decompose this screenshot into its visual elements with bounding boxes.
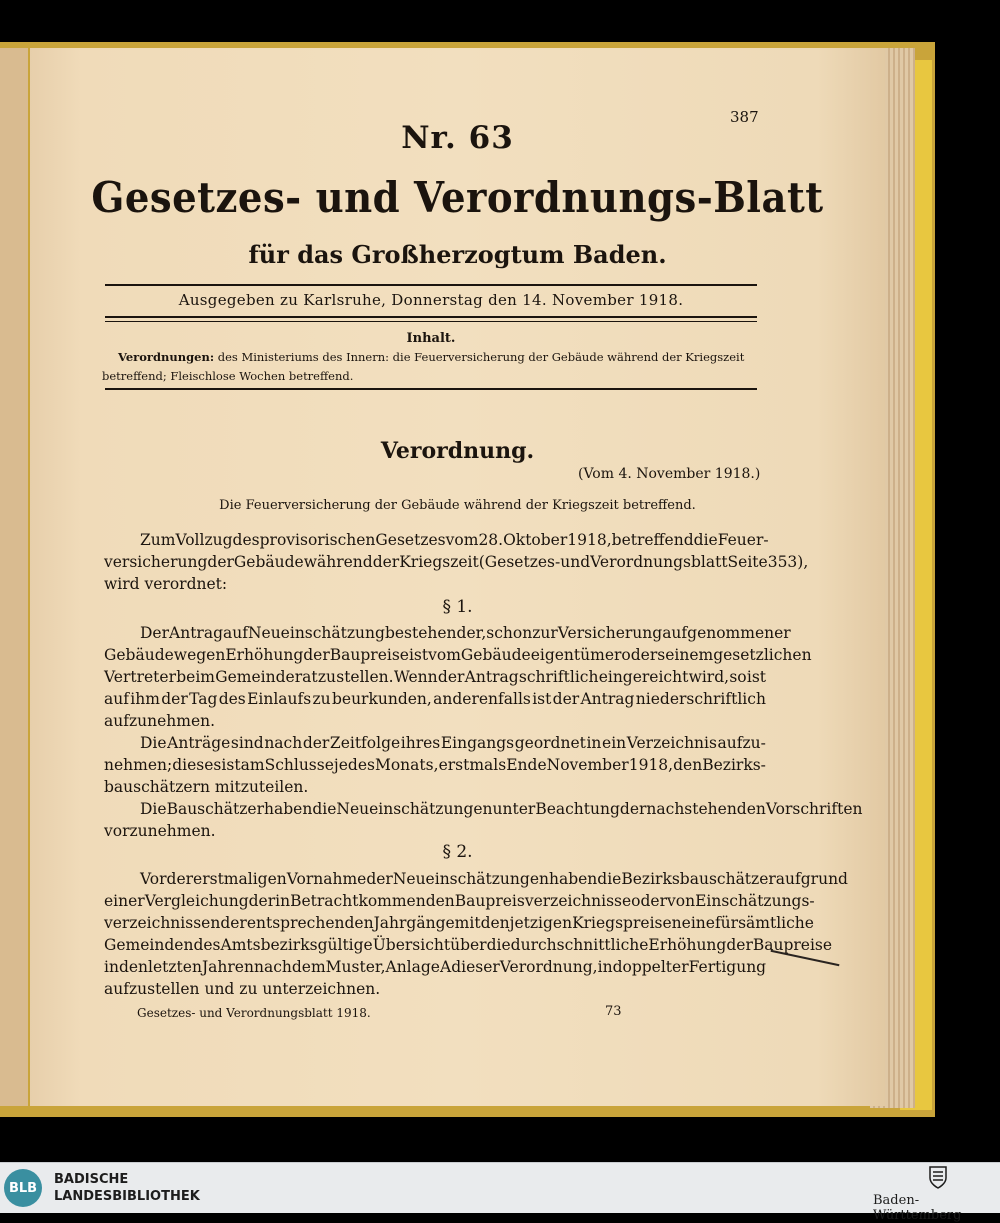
text-line: [104, 575, 766, 593]
word: der: [248, 892, 276, 910]
publication-subtitle: für das Großherzogtum Baden.: [248, 240, 667, 269]
section-heading: § 2.: [442, 842, 473, 862]
word: bestehender,: [384, 624, 487, 642]
word: Gesetzes: [375, 531, 446, 549]
line-text: aufzustellen und zu unterzeichnen.: [104, 980, 381, 998]
word: Neueinschätzungen: [336, 800, 493, 818]
word: aufgenommener: [662, 624, 791, 642]
text-line: [104, 958, 766, 976]
text-line: [104, 646, 812, 664]
word: A: [439, 958, 452, 976]
word: beurkunden,: [331, 690, 432, 708]
word: nach: [253, 958, 292, 976]
word: über: [450, 936, 487, 954]
word: mit: [454, 914, 481, 932]
word: wegen: [173, 646, 226, 664]
word: die: [486, 936, 511, 954]
word: Seite: [727, 553, 768, 571]
word: Antrag: [580, 690, 635, 708]
word: Verordnung,: [499, 958, 598, 976]
word: Gebäude: [104, 646, 174, 664]
word: Vorschriften: [765, 800, 863, 818]
word: eine: [681, 914, 715, 932]
word: Die: [140, 734, 167, 752]
word: Gebäudeeigentümer: [460, 646, 622, 664]
word: Der: [140, 624, 170, 642]
text-line: [104, 690, 766, 708]
word: ihres: [400, 734, 441, 752]
word: 28.: [478, 531, 504, 549]
word: Amtsbezirks: [220, 936, 318, 954]
word: nehmen;: [104, 756, 173, 774]
word: Neueinschätzung: [247, 624, 385, 642]
word: oder: [631, 892, 667, 910]
word: Vornahme: [286, 870, 367, 888]
word: ihm: [130, 690, 160, 708]
word: und: [560, 553, 591, 571]
word: erstmals: [438, 756, 507, 774]
word: Baupreise: [329, 646, 409, 664]
word: niederschriftlich: [635, 690, 766, 708]
text-line: [104, 822, 766, 840]
word: 1918,: [567, 531, 612, 549]
word: Gemeinderat: [215, 668, 318, 686]
word: Muster,: [325, 958, 386, 976]
word: 1918,: [628, 756, 674, 774]
text-line: [104, 712, 766, 730]
word: Neueinschätzungen: [392, 870, 549, 888]
text-line: [140, 870, 848, 888]
text-line: [140, 531, 769, 549]
word: den: [673, 756, 703, 774]
text-line: [104, 668, 766, 686]
line-text: wird verordnet:: [104, 575, 228, 593]
issue-number: Nr. 63: [401, 120, 514, 156]
word: anderenfalls: [433, 690, 531, 708]
divider: [105, 321, 757, 322]
word: Antrag: [169, 624, 223, 642]
divider: [105, 388, 757, 390]
document-page: [30, 48, 885, 1106]
word: vom: [428, 646, 461, 664]
word: haben: [264, 800, 313, 818]
contents-line-2: betreffend; Fleischlose Wochen betreffend.: [102, 369, 354, 383]
text-line: [104, 756, 766, 774]
blb-logo[interactable]: BLB: [4, 1169, 42, 1207]
word: zur: [532, 624, 558, 642]
word: sämtliche: [738, 914, 814, 932]
divider: [105, 284, 757, 286]
word: der: [372, 553, 400, 571]
word: Bezirksbauschätzer: [621, 870, 776, 888]
word: des: [218, 690, 246, 708]
word: dieses: [172, 756, 222, 774]
word: durchschnittliche: [510, 936, 649, 954]
word: ein: [602, 734, 627, 752]
contents-line-1: [118, 350, 744, 364]
word: der: [366, 870, 393, 888]
word: Bezirks-: [702, 756, 766, 774]
line-text: aufzunehmen.: [104, 712, 216, 730]
coat-of-arms-icon: [928, 1165, 948, 1189]
word: die: [312, 800, 337, 818]
word: die: [693, 531, 718, 549]
line-text: bauschätzern mitzuteilen.: [104, 778, 309, 796]
word: Verzeichnis: [626, 734, 717, 752]
word: November: [546, 756, 629, 774]
word: Baupreise: [752, 936, 833, 954]
text-line: [140, 800, 863, 818]
word: in: [597, 958, 613, 976]
word: der: [552, 690, 580, 708]
word: Einschätzungs-: [695, 892, 815, 910]
word: geordnet: [514, 734, 586, 752]
word: am: [240, 756, 265, 774]
word: auf: [104, 690, 129, 708]
word: des: [193, 936, 221, 954]
library-name[interactable]: [54, 1171, 200, 1205]
word: der: [207, 553, 234, 571]
word: doppelter: [612, 958, 689, 976]
page-footer-number: 73: [605, 1004, 622, 1019]
text-line: [104, 778, 766, 796]
word: Kriegspreisen: [572, 914, 682, 932]
contents-label: Verordnungen:: [118, 350, 215, 364]
text-line: [104, 892, 815, 910]
text-line: [140, 624, 791, 642]
word: betreffend: [611, 531, 694, 549]
word: versicherung: [104, 553, 208, 571]
word: ist: [408, 646, 429, 664]
word: entsprechenden: [246, 914, 374, 932]
state-name[interactable]: Baden-Württemberg: [873, 1193, 962, 1223]
word: 353),: [767, 553, 809, 571]
word: so: [729, 668, 747, 686]
word: zu: [317, 668, 336, 686]
word: in: [275, 892, 291, 910]
word: verzeichnissen: [104, 914, 221, 932]
word: der: [726, 936, 753, 954]
word: der: [302, 734, 330, 752]
word: einer: [104, 892, 145, 910]
word: gesetzlichen: [713, 646, 812, 664]
left-page-edge: [0, 48, 28, 1106]
word: der: [220, 914, 247, 932]
word: Bauschätzer: [166, 800, 265, 818]
word: der: [619, 800, 647, 818]
word: ist: [532, 690, 552, 708]
text-line: [104, 914, 814, 932]
word: Verordnungsblatt: [590, 553, 728, 571]
word: jedes: [333, 756, 375, 774]
word: unter: [492, 800, 536, 818]
word: Beachtung: [535, 800, 620, 818]
word: schon: [486, 624, 533, 642]
text-line: [104, 936, 833, 954]
word: der: [303, 646, 330, 664]
text-line: [104, 980, 766, 998]
word: (Gesetzes-: [478, 553, 561, 571]
word: Wenn: [393, 668, 438, 686]
word: Baupreisverzeichnisse: [454, 892, 632, 910]
word: Oktober: [503, 531, 568, 549]
word: Die: [140, 800, 167, 818]
word: Vollzug: [175, 531, 233, 549]
word: dieser: [451, 958, 500, 976]
issue-date-line: Ausgegeben zu Karlsruhe, Donnerstag den 14. November 1918.: [178, 291, 684, 309]
word: Jahrgänge: [373, 914, 455, 932]
word: haben: [548, 870, 598, 888]
word: aufzu-: [717, 734, 766, 752]
page-number: 387: [730, 108, 759, 126]
word: für: [714, 914, 739, 932]
page-footer-title: Gesetzes- und Verordnungsblatt 1918.: [137, 1006, 371, 1020]
word: Gebäude: [233, 553, 304, 571]
word: Kriegszeit: [399, 553, 479, 571]
word: während: [303, 553, 373, 571]
word: Erhöhung: [648, 936, 727, 954]
word: Erhöhung: [225, 646, 304, 664]
word: Vergleichung: [144, 892, 249, 910]
word: Eingangs: [440, 734, 515, 752]
word: in: [104, 958, 119, 976]
word: nach: [264, 734, 303, 752]
word: aufgrund: [775, 870, 848, 888]
word: jetzigen: [509, 914, 573, 932]
word: Ende: [506, 756, 547, 774]
word: ist: [746, 668, 766, 686]
word: schriftlich: [518, 668, 599, 686]
line-text: vorzunehmen.: [104, 822, 216, 840]
word: seinem: [657, 646, 714, 664]
word: Anlage: [385, 958, 440, 976]
word: Jahren: [201, 958, 254, 976]
publication-title: Gesetzes- und Verordnungs-Blatt: [91, 173, 824, 222]
viewer-footer-bar: [0, 1162, 1000, 1223]
contents-text: des Ministeriums des Innern: die Feuerversicherung der Gebäude während der Kriegszeit: [217, 350, 745, 364]
word: erstmaligen: [193, 870, 287, 888]
word: dem: [291, 958, 326, 976]
word: den: [480, 914, 510, 932]
word: Monats,: [374, 756, 439, 774]
word: Vertreter: [104, 668, 176, 686]
word: eingereicht: [598, 668, 689, 686]
section-heading: § 1.: [442, 597, 473, 617]
ordinance-date: (Vom 4. November 1918.): [578, 466, 761, 482]
word: ist: [221, 756, 241, 774]
word: zu: [312, 690, 331, 708]
text-line: [140, 734, 766, 752]
word: Zeitfolge: [329, 734, 401, 752]
word: Gemeinden: [104, 936, 194, 954]
divider: [105, 316, 757, 318]
word: oder: [621, 646, 658, 664]
word: letzten: [148, 958, 202, 976]
word: beim: [176, 668, 215, 686]
word: Schlusse: [264, 756, 334, 774]
word: Zum: [140, 531, 176, 549]
word: die: [597, 870, 622, 888]
word: der: [166, 870, 194, 888]
word: Tag: [189, 690, 218, 708]
word: auf: [223, 624, 248, 642]
word: Antrag: [464, 668, 519, 686]
word: wird,: [688, 668, 730, 686]
word: stellen.: [336, 668, 394, 686]
word: Anträge: [167, 734, 231, 752]
word: sind: [230, 734, 264, 752]
ordinance-subject: Die Feuerversicherung der Gebäude während der Kriegszeit betreffend.: [219, 498, 696, 513]
word: der: [161, 690, 188, 708]
text-line: [104, 553, 809, 571]
library-name-line-1: BADISCHE: [54, 1172, 129, 1187]
word: Vor: [140, 870, 167, 888]
word: Fertigung: [688, 958, 767, 976]
word: Übersicht: [372, 936, 451, 954]
word: der: [437, 668, 465, 686]
library-name-line-2: LANDESBIBLIOTHEK: [54, 1189, 200, 1204]
word: Einlaufs: [247, 690, 312, 708]
word: Versicherung: [557, 624, 663, 642]
word: des: [232, 531, 260, 549]
word: von: [667, 892, 696, 910]
word: Feuer-: [717, 531, 769, 549]
word: den: [118, 958, 149, 976]
word: kommenden: [358, 892, 455, 910]
word: Betracht: [290, 892, 359, 910]
word: provisorischen: [259, 531, 376, 549]
word: vom: [445, 531, 479, 549]
word: nachstehenden: [646, 800, 766, 818]
word: gültige: [317, 936, 373, 954]
contents-heading: Inhalt.: [406, 331, 456, 346]
ordinance-title: Verordnung.: [380, 438, 535, 464]
word: in: [586, 734, 602, 752]
